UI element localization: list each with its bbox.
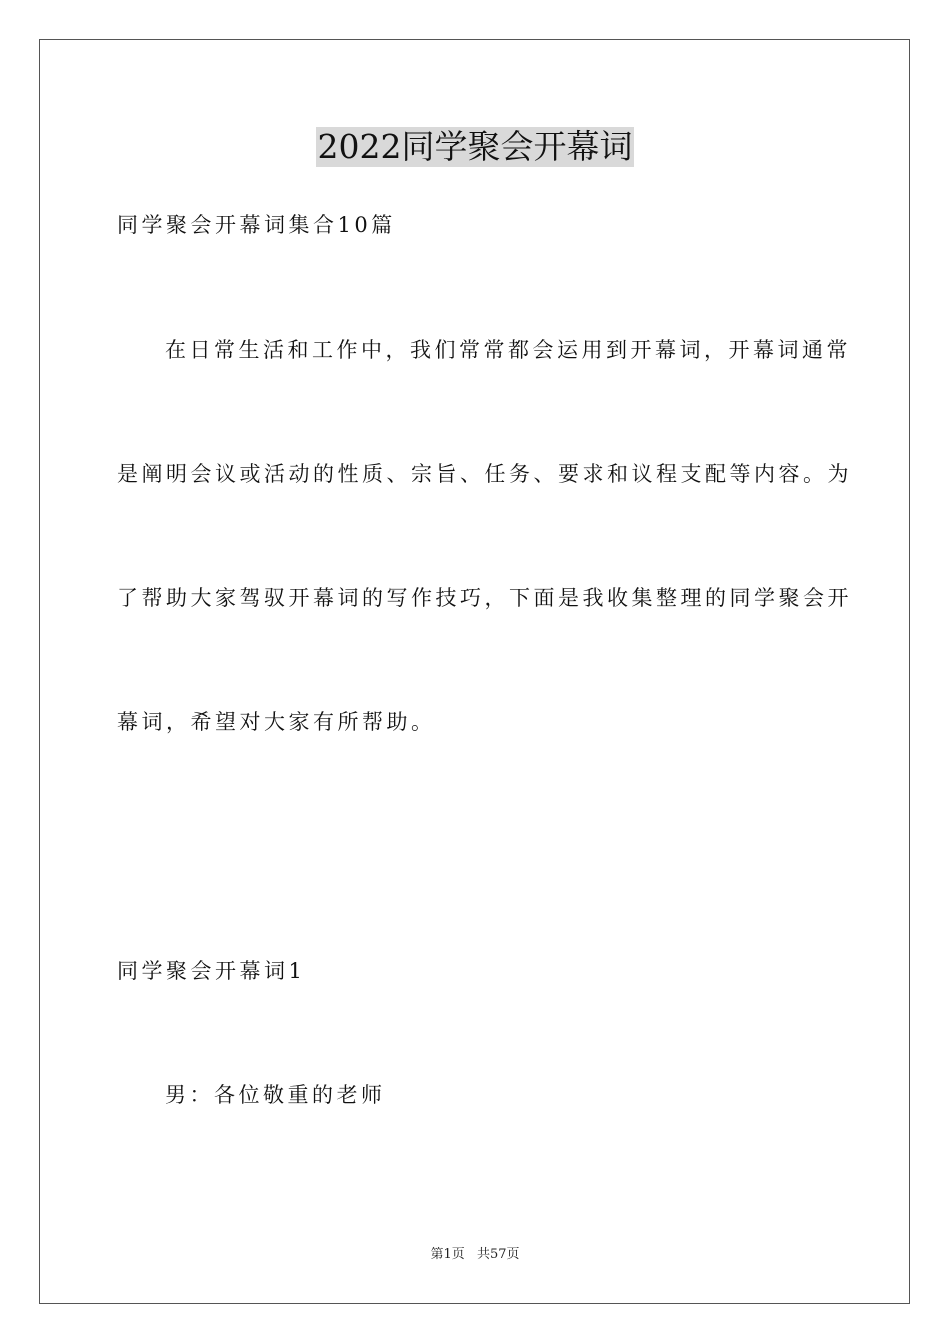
- page-total: 共57页: [476, 1247, 520, 1262]
- speech-line: 男：各位敬重的老师: [165, 1083, 386, 1107]
- section-heading: 同学聚会开幕词1: [117, 959, 306, 983]
- page-current: 第1页: [430, 1247, 465, 1262]
- paragraph-line-2: 是阐明会议或活动的性质、宗旨、任务、要求和议程支配等内容。为: [117, 462, 852, 486]
- document-title: 2022同学聚会开幕词: [317, 127, 633, 166]
- document-subtitle: 同学聚会开幕词集合10篇: [117, 213, 396, 237]
- paragraph-line-3: 了帮助大家驾驭开幕词的写作技巧，下面是我收集整理的同学聚会开: [117, 586, 852, 610]
- title-container: [0, 127, 950, 167]
- paragraph-line-1: 在日常生活和工作中，我们常常都会运用到开幕词，开幕词通常: [165, 338, 851, 362]
- paragraph-line-4: 幕词，希望对大家有所帮助。: [117, 710, 436, 734]
- page-footer: [0, 1246, 950, 1264]
